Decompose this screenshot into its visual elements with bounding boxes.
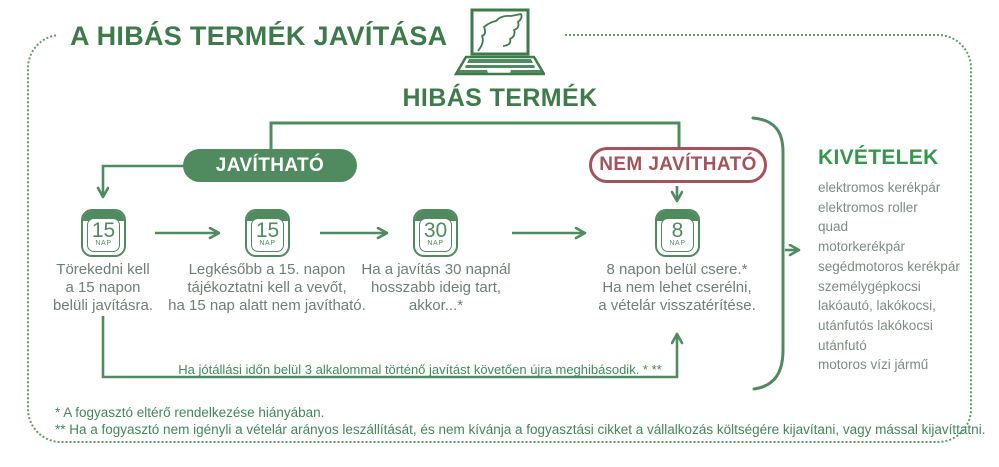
- step-text-line: tájékoztatni kell a vevőt,: [187, 279, 347, 296]
- calendar-page: [419, 218, 452, 252]
- exceptions-item: segédmotoros kerékpár: [818, 258, 960, 274]
- exceptions-item: lakóautó, lakókocsi,: [818, 298, 936, 314]
- calendar-page: [87, 218, 120, 252]
- calendar-icon: [245, 209, 290, 257]
- calendar-day-number: 30: [423, 219, 448, 242]
- step-text-line: hosszabb ideig tart,: [370, 279, 502, 296]
- calendar-day-unit: NAP: [259, 240, 276, 247]
- exceptions-item: utánfutós lakókocsi: [818, 317, 933, 333]
- calendar-icon: [655, 209, 700, 257]
- calendar-icon: [413, 209, 458, 257]
- laptop-keys-row: [467, 59, 533, 63]
- exceptions-heading: KIVÉTELEK: [818, 146, 939, 169]
- exceptions-item: elektromos roller: [818, 199, 918, 215]
- exceptions-item: személygépkocsi: [818, 278, 921, 294]
- exceptions-item: elektromos kerékpár: [818, 180, 941, 195]
- calendar-day-number: 15: [255, 219, 280, 242]
- page-title: A HIBÁS TERMÉK JAVÍTÁSA: [58, 21, 459, 52]
- calendar-day-unit: NAP: [95, 240, 112, 247]
- step-text-line: ha 15 nap alatt nem javítható.: [168, 297, 366, 314]
- laptop-keys-row: [465, 65, 535, 68]
- step3-description: [346, 261, 526, 315]
- step-text-line: akkor...*: [408, 297, 464, 314]
- calendar-day-number: 8: [671, 219, 684, 242]
- step-text-line: 8 napon belül csere.*: [606, 261, 748, 278]
- exceptions-item: quad: [818, 219, 849, 235]
- laptop-bottom-right-block: [510, 70, 542, 73]
- pills-connector-line: [271, 123, 679, 150]
- laptop-bottom-left-block: [458, 70, 488, 73]
- footnote-2: ** Ha a fogyasztó nem igényli a vételár arányos leszállítását, és nem kívánja a fogyasztási cikket a vállalkozás költségére kijavítani, vagy mással kijavíttatni.: [55, 422, 986, 437]
- step4-description: [572, 261, 782, 315]
- footnote-1: * A fogyasztó eltérő rendelkezése hiányában.: [55, 405, 325, 420]
- calendar-page: [661, 218, 694, 252]
- calendar-day-unit: NAP: [427, 240, 444, 247]
- exceptions-panel: [818, 146, 978, 375]
- calendar-day-number: 15: [91, 219, 116, 242]
- product-heading: HIBÁS TERMÉK: [402, 84, 598, 112]
- not-repairable-pill: NEM JAVÍTHATÓ: [589, 147, 767, 183]
- step-text-line: Törekedni kell: [56, 261, 150, 278]
- step-text-line: belüli javításra.: [52, 297, 154, 314]
- step2-description: [162, 261, 372, 315]
- step-text-line: Ha a javítás 30 napnál: [361, 261, 511, 278]
- step-text-line: Legkésőbb a 15. napon: [188, 261, 346, 278]
- step-text-line: a vételár visszatérítése.: [598, 297, 756, 314]
- step1-description: [28, 261, 178, 315]
- repairable-pill: JAVÍTHATÓ: [183, 149, 357, 182]
- exceptions-item: utánfutó: [818, 337, 867, 353]
- laptop-icon-svg: [453, 8, 545, 80]
- exceptions-item: motorkerékpár: [818, 239, 906, 255]
- step-text-line: a 15 napon: [65, 279, 141, 296]
- calendar-icon: [81, 209, 126, 257]
- laptop-icon: [447, 8, 563, 82]
- calendar-day-unit: NAP: [669, 240, 686, 247]
- step-text-line: Ha nem lehet cserélni,: [602, 279, 752, 296]
- repairable-to-step1-arrow: [103, 166, 184, 196]
- calendar-page: [251, 218, 284, 252]
- exceptions-item: motoros vízi jármű: [818, 357, 929, 373]
- repeat-failure-note: Ha jótállási időn belül 3 alkalommal történő javítást követően újra meghibásodik. * **: [178, 362, 662, 377]
